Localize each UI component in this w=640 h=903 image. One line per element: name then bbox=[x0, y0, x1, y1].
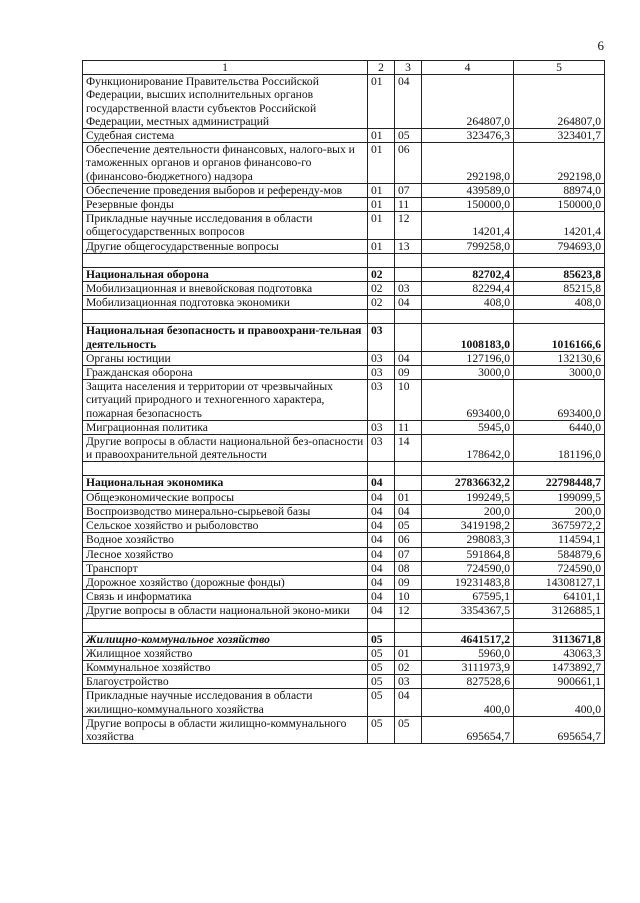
row-value-2: 900661,1 bbox=[514, 675, 605, 689]
spacer-cell bbox=[368, 462, 395, 476]
row-name: Гражданская оборона bbox=[83, 366, 368, 380]
row-value-2: 88974,0 bbox=[514, 183, 605, 197]
row-section-code: 05 bbox=[368, 646, 395, 660]
spacer-cell bbox=[368, 618, 395, 632]
row-section-code: 01 bbox=[368, 212, 395, 239]
table-row bbox=[83, 435, 605, 462]
table-row bbox=[83, 547, 605, 561]
section-row bbox=[83, 267, 605, 281]
row-name: Национальная экономика bbox=[83, 476, 368, 490]
row-value-2: 584879,6 bbox=[514, 547, 605, 561]
row-section-code: 05 bbox=[368, 689, 395, 716]
row-value-1: 693400,0 bbox=[422, 380, 514, 421]
row-value-1: 3354367,5 bbox=[422, 604, 514, 618]
spacer-cell bbox=[83, 462, 368, 476]
row-value-2: 794693,0 bbox=[514, 239, 605, 253]
row-subsection-code: 09 bbox=[395, 575, 422, 589]
table-row bbox=[83, 689, 605, 716]
table-row bbox=[83, 533, 605, 547]
row-name: Мобилизационная и вневойсковая подготовка bbox=[83, 282, 368, 296]
section-row bbox=[83, 632, 605, 646]
row-subsection-code: 10 bbox=[395, 590, 422, 604]
row-name: Прикладные научные исследования в области жилищно-коммунального хозяйства bbox=[83, 689, 368, 716]
row-name: Связь и информатика bbox=[83, 590, 368, 604]
table-row bbox=[83, 351, 605, 365]
row-subsection-code: 12 bbox=[395, 212, 422, 239]
spacer-row bbox=[83, 618, 605, 632]
row-value-1: 724590,0 bbox=[422, 561, 514, 575]
row-value-2: 693400,0 bbox=[514, 380, 605, 421]
row-subsection-code: 03 bbox=[395, 282, 422, 296]
row-name: Другие общегосударственные вопросы bbox=[83, 239, 368, 253]
row-section-code: 01 bbox=[368, 143, 395, 184]
section-row bbox=[83, 324, 605, 351]
table-row bbox=[83, 675, 605, 689]
row-value-1: 3000,0 bbox=[422, 366, 514, 380]
spacer-cell bbox=[395, 310, 422, 324]
spacer-cell bbox=[514, 618, 605, 632]
row-value-1: 439589,0 bbox=[422, 183, 514, 197]
row-value-2: 14308127,1 bbox=[514, 575, 605, 589]
table-row bbox=[83, 75, 605, 129]
section-row bbox=[83, 476, 605, 490]
spacer-cell bbox=[83, 253, 368, 267]
row-name: Другие вопросы в области жилищно-коммунального хозяйства bbox=[83, 716, 368, 743]
row-name: Коммунальное хозяйство bbox=[83, 660, 368, 674]
table-row bbox=[83, 575, 605, 589]
row-subsection-code: 14 bbox=[395, 435, 422, 462]
row-subsection-code: 11 bbox=[395, 198, 422, 212]
row-value-1: 1008183,0 bbox=[422, 324, 514, 351]
row-value-1: 67595,1 bbox=[422, 590, 514, 604]
table-row bbox=[83, 519, 605, 533]
row-value-2: 6440,0 bbox=[514, 420, 605, 434]
table-row bbox=[83, 604, 605, 618]
header-col-1: 1 bbox=[83, 61, 368, 75]
row-value-1: 14201,4 bbox=[422, 212, 514, 239]
row-value-2: 292198,0 bbox=[514, 143, 605, 184]
row-section-code: 04 bbox=[368, 533, 395, 547]
row-section-code: 04 bbox=[368, 519, 395, 533]
row-value-2: 200,0 bbox=[514, 504, 605, 518]
row-name: Национальная безопасность и правоохрани-тельная деятельность bbox=[83, 324, 368, 351]
row-name: Обеспечение проведения выборов и референду-мов bbox=[83, 183, 368, 197]
row-subsection-code: 07 bbox=[395, 547, 422, 561]
row-name: Органы юстиции bbox=[83, 351, 368, 365]
row-subsection-code: 04 bbox=[395, 689, 422, 716]
row-section-code: 04 bbox=[368, 476, 395, 490]
row-value-1: 292198,0 bbox=[422, 143, 514, 184]
page-number: 6 bbox=[597, 38, 604, 53]
row-section-code: 04 bbox=[368, 575, 395, 589]
row-section-code: 03 bbox=[368, 366, 395, 380]
row-value-1: 150000,0 bbox=[422, 198, 514, 212]
row-name: Резервные фонды bbox=[83, 198, 368, 212]
table-row bbox=[83, 366, 605, 380]
header-col-2: 2 bbox=[368, 61, 395, 75]
row-section-code: 03 bbox=[368, 435, 395, 462]
spacer-cell bbox=[514, 310, 605, 324]
spacer-row bbox=[83, 310, 605, 324]
spacer-cell bbox=[83, 310, 368, 324]
row-section-code: 04 bbox=[368, 490, 395, 504]
row-section-code: 04 bbox=[368, 561, 395, 575]
row-value-1: 127196,0 bbox=[422, 351, 514, 365]
row-subsection-code: 01 bbox=[395, 646, 422, 660]
row-value-1: 408,0 bbox=[422, 296, 514, 310]
row-value-1: 82702,4 bbox=[422, 267, 514, 281]
row-value-2: 3126885,1 bbox=[514, 604, 605, 618]
row-value-1: 5945,0 bbox=[422, 420, 514, 434]
row-subsection-code: 11 bbox=[395, 420, 422, 434]
row-name: Общеэкономические вопросы bbox=[83, 490, 368, 504]
row-value-1: 5960,0 bbox=[422, 646, 514, 660]
row-section-code: 01 bbox=[368, 198, 395, 212]
table-row bbox=[83, 282, 605, 296]
spacer-cell bbox=[422, 462, 514, 476]
row-value-2: 64101,1 bbox=[514, 590, 605, 604]
row-value-2: 408,0 bbox=[514, 296, 605, 310]
row-value-2: 150000,0 bbox=[514, 198, 605, 212]
row-name: Лесное хозяйство bbox=[83, 547, 368, 561]
row-section-code: 01 bbox=[368, 129, 395, 143]
row-value-1: 264807,0 bbox=[422, 75, 514, 129]
row-subsection-code: 03 bbox=[395, 675, 422, 689]
row-subsection-code: 13 bbox=[395, 239, 422, 253]
row-section-code: 05 bbox=[368, 675, 395, 689]
row-subsection-code bbox=[395, 324, 422, 351]
row-section-code: 03 bbox=[368, 324, 395, 351]
row-name: Миграционная политика bbox=[83, 420, 368, 434]
row-value-2: 264807,0 bbox=[514, 75, 605, 129]
row-value-1: 323476,3 bbox=[422, 129, 514, 143]
row-value-1: 827528,6 bbox=[422, 675, 514, 689]
row-section-code: 05 bbox=[368, 632, 395, 646]
spacer-cell bbox=[514, 253, 605, 267]
row-value-1: 27836632,2 bbox=[422, 476, 514, 490]
row-value-2: 199099,5 bbox=[514, 490, 605, 504]
table-row bbox=[83, 198, 605, 212]
row-value-1: 3111973,9 bbox=[422, 660, 514, 674]
spacer-cell bbox=[395, 253, 422, 267]
row-value-1: 591864,8 bbox=[422, 547, 514, 561]
row-value-1: 178642,0 bbox=[422, 435, 514, 462]
row-name: Судебная система bbox=[83, 129, 368, 143]
row-value-1: 19231483,8 bbox=[422, 575, 514, 589]
row-subsection-code: 05 bbox=[395, 519, 422, 533]
budget-table-body bbox=[83, 61, 605, 744]
row-section-code: 03 bbox=[368, 351, 395, 365]
row-name: Дорожное хозяйство (дорожные фонды) bbox=[83, 575, 368, 589]
table-row bbox=[83, 590, 605, 604]
spacer-row bbox=[83, 253, 605, 267]
row-section-code: 03 bbox=[368, 380, 395, 421]
row-name: Благоустройство bbox=[83, 675, 368, 689]
spacer-cell bbox=[422, 253, 514, 267]
table-row bbox=[83, 143, 605, 184]
row-value-2: 43063,3 bbox=[514, 646, 605, 660]
spacer-cell bbox=[514, 462, 605, 476]
row-section-code: 01 bbox=[368, 75, 395, 129]
table-row bbox=[83, 660, 605, 674]
row-value-2: 1016166,6 bbox=[514, 324, 605, 351]
row-subsection-code: 12 bbox=[395, 604, 422, 618]
table-row bbox=[83, 380, 605, 421]
table-row bbox=[83, 561, 605, 575]
row-section-code: 02 bbox=[368, 296, 395, 310]
row-subsection-code bbox=[395, 476, 422, 490]
row-value-2: 695654,7 bbox=[514, 716, 605, 743]
row-value-1: 4641517,2 bbox=[422, 632, 514, 646]
table-row bbox=[83, 504, 605, 518]
spacer-cell bbox=[368, 253, 395, 267]
table-row bbox=[83, 646, 605, 660]
row-name: Воспроизводство минерально-сырьевой базы bbox=[83, 504, 368, 518]
row-value-1: 200,0 bbox=[422, 504, 514, 518]
row-name: Другие вопросы в области национальной эконо-мики bbox=[83, 604, 368, 618]
row-value-2: 85215,8 bbox=[514, 282, 605, 296]
row-value-2: 114594,1 bbox=[514, 533, 605, 547]
row-value-2: 323401,7 bbox=[514, 129, 605, 143]
row-value-1: 695654,7 bbox=[422, 716, 514, 743]
table-row bbox=[83, 296, 605, 310]
row-subsection-code: 07 bbox=[395, 183, 422, 197]
row-value-1: 3419198,2 bbox=[422, 519, 514, 533]
row-subsection-code: 05 bbox=[395, 716, 422, 743]
table-row bbox=[83, 129, 605, 143]
row-subsection-code: 09 bbox=[395, 366, 422, 380]
table-row bbox=[83, 183, 605, 197]
row-value-2: 181196,0 bbox=[514, 435, 605, 462]
row-name: Транспорт bbox=[83, 561, 368, 575]
row-value-2: 3675972,2 bbox=[514, 519, 605, 533]
row-value-1: 799258,0 bbox=[422, 239, 514, 253]
row-section-code: 04 bbox=[368, 547, 395, 561]
spacer-cell bbox=[395, 462, 422, 476]
row-name: Национальная оборона bbox=[83, 267, 368, 281]
row-section-code: 05 bbox=[368, 660, 395, 674]
row-subsection-code: 04 bbox=[395, 351, 422, 365]
row-value-2: 3113671,8 bbox=[514, 632, 605, 646]
spacer-cell bbox=[83, 618, 368, 632]
row-value-2: 14201,4 bbox=[514, 212, 605, 239]
row-subsection-code: 10 bbox=[395, 380, 422, 421]
row-section-code: 05 bbox=[368, 716, 395, 743]
row-section-code: 03 bbox=[368, 420, 395, 434]
table-row bbox=[83, 239, 605, 253]
row-subsection-code bbox=[395, 632, 422, 646]
row-subsection-code: 08 bbox=[395, 561, 422, 575]
row-value-1: 199249,5 bbox=[422, 490, 514, 504]
table-row bbox=[83, 716, 605, 743]
spacer-cell bbox=[368, 310, 395, 324]
row-subsection-code: 06 bbox=[395, 533, 422, 547]
table-row bbox=[83, 212, 605, 239]
spacer-cell bbox=[422, 618, 514, 632]
row-section-code: 01 bbox=[368, 239, 395, 253]
row-value-2: 1473892,7 bbox=[514, 660, 605, 674]
row-value-2: 132130,6 bbox=[514, 351, 605, 365]
spacer-cell bbox=[395, 618, 422, 632]
row-section-code: 04 bbox=[368, 590, 395, 604]
row-section-code: 02 bbox=[368, 267, 395, 281]
header-col-3: 3 bbox=[395, 61, 422, 75]
header-col-5: 5 bbox=[514, 61, 605, 75]
row-subsection-code: 04 bbox=[395, 504, 422, 518]
row-value-2: 85623,8 bbox=[514, 267, 605, 281]
row-subsection-code bbox=[395, 267, 422, 281]
budget-table bbox=[82, 60, 605, 744]
spacer-cell bbox=[422, 310, 514, 324]
row-name: Функционирование Правительства Российской Федерации, высших исполнительных органов государственной власти субъектов Российской Федерации, местных администраций bbox=[83, 75, 368, 129]
table-row bbox=[83, 490, 605, 504]
row-name: Прикладные научные исследования в области общегосударственных вопросов bbox=[83, 212, 368, 239]
row-subsection-code: 02 bbox=[395, 660, 422, 674]
row-name: Мобилизационная подготовка экономики bbox=[83, 296, 368, 310]
header-col-4: 4 bbox=[422, 61, 514, 75]
row-subsection-code: 04 bbox=[395, 75, 422, 129]
row-name: Другие вопросы в области национальной без-опасности и правоохранительной деятельности bbox=[83, 435, 368, 462]
row-subsection-code: 01 bbox=[395, 490, 422, 504]
row-section-code: 04 bbox=[368, 504, 395, 518]
table-row bbox=[83, 420, 605, 434]
header-row bbox=[83, 61, 605, 75]
row-name: Защита населения и территории от чрезвычайных ситуаций природного и техногенного характера, пожарная безопасность bbox=[83, 380, 368, 421]
row-section-code: 04 bbox=[368, 604, 395, 618]
row-value-1: 82294,4 bbox=[422, 282, 514, 296]
row-section-code: 02 bbox=[368, 282, 395, 296]
row-section-code: 01 bbox=[368, 183, 395, 197]
row-name: Обеспечение деятельности финансовых, налого-вых и таможенных органов и органов финансово-го (финансово-бюджетного) надзора bbox=[83, 143, 368, 184]
row-subsection-code: 04 bbox=[395, 296, 422, 310]
row-value-2: 22798448,7 bbox=[514, 476, 605, 490]
row-value-1: 400,0 bbox=[422, 689, 514, 716]
row-subsection-code: 06 bbox=[395, 143, 422, 184]
row-name: Жилищно-коммунальное хозяйство bbox=[83, 632, 368, 646]
row-name: Водное хозяйство bbox=[83, 533, 368, 547]
row-value-2: 400,0 bbox=[514, 689, 605, 716]
row-value-1: 298083,3 bbox=[422, 533, 514, 547]
row-value-2: 724590,0 bbox=[514, 561, 605, 575]
row-subsection-code: 05 bbox=[395, 129, 422, 143]
spacer-row bbox=[83, 462, 605, 476]
row-value-2: 3000,0 bbox=[514, 366, 605, 380]
row-name: Сельское хозяйство и рыболовство bbox=[83, 519, 368, 533]
row-name: Жилищное хозяйство bbox=[83, 646, 368, 660]
